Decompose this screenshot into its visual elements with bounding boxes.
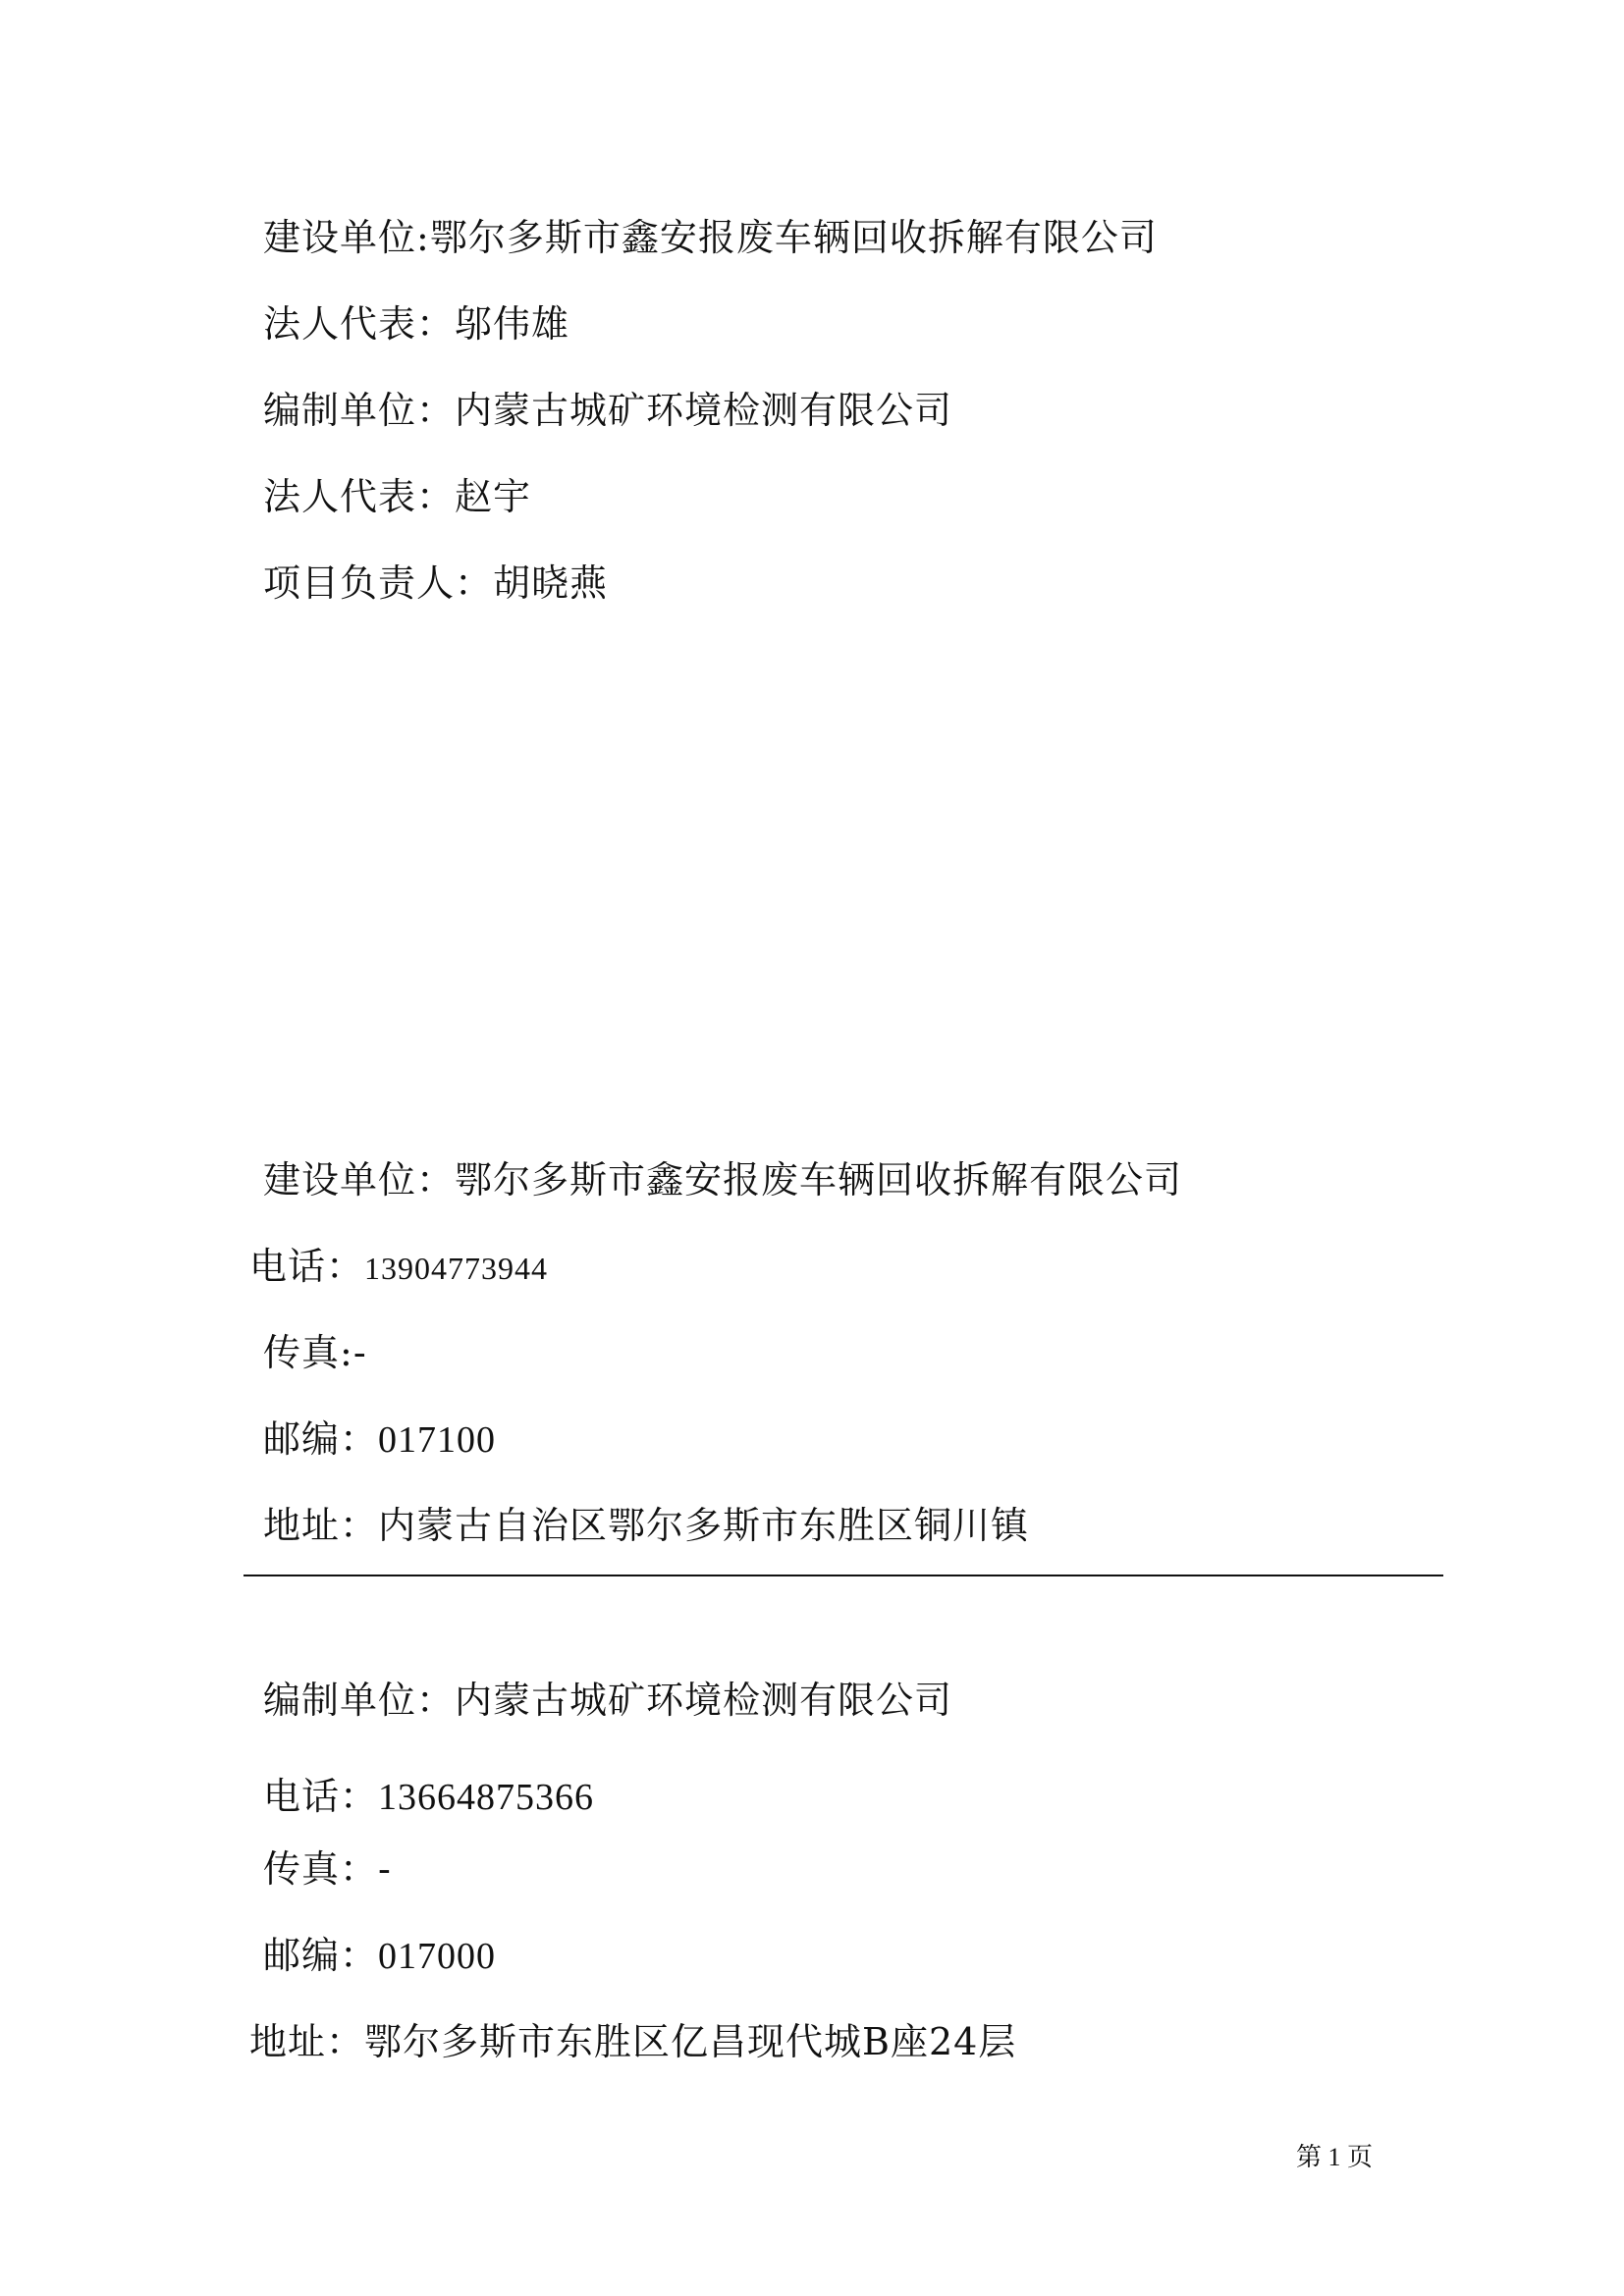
builder-address-label: 地址： <box>263 1504 379 1547</box>
builder-phone-line <box>249 1243 548 1292</box>
project-lead-label: 项目负责人： <box>263 561 494 605</box>
compiler-phone-line <box>263 1773 594 1821</box>
compiler-unit-line <box>263 387 952 434</box>
builder-postcode-value: 017100 <box>378 1419 497 1461</box>
compiler-address-line <box>249 2018 1016 2065</box>
builder-contact-unit-line <box>263 1156 1182 1203</box>
compiler-phone-label: 电话： <box>263 1775 379 1818</box>
builder-unit-line <box>263 214 1158 261</box>
builder-rep-line <box>263 300 569 347</box>
compiler-address-label: 地址： <box>249 2020 365 2063</box>
builder-address-line <box>263 1502 1029 1549</box>
section-divider <box>244 1575 1443 1576</box>
builder-unit-value: 鄂尔多斯市鑫安报废车辆回收拆解有限公司 <box>429 216 1158 259</box>
builder-phone-value: 13904773944 <box>364 1251 549 1286</box>
builder-fax-line <box>263 1329 367 1376</box>
compiler-fax-label: 传真： <box>263 1847 379 1891</box>
builder-fax-label: 传真: <box>263 1331 353 1374</box>
builder-postcode-label: 邮编： <box>263 1417 379 1461</box>
builder-fax-value: - <box>352 1331 367 1374</box>
compiler-fax-value: - <box>378 1847 392 1891</box>
compiler-unit-value: 内蒙古城矿环境检测有限公司 <box>455 389 953 432</box>
project-lead-line <box>263 560 608 607</box>
compiler-phone-value: 13664875366 <box>378 1777 595 1818</box>
compiler-postcode-line <box>263 1932 496 1980</box>
compiler-rep-line <box>263 473 531 520</box>
compiler-contact-unit-label: 编制单位： <box>263 1679 456 1722</box>
builder-rep-label: 法人代表： <box>263 302 456 346</box>
compiler-postcode-value: 017000 <box>378 1936 497 1977</box>
compiler-contact-unit-line <box>263 1677 952 1724</box>
builder-address-value: 内蒙古自治区鄂尔多斯市东胜区铜川镇 <box>378 1504 1030 1547</box>
compiler-address-value: 鄂尔多斯市东胜区亿昌现代城B座24层 <box>364 2020 1017 2063</box>
page-number: 第 1 页 <box>1296 2143 1374 2171</box>
project-lead-value: 胡晓燕 <box>493 561 609 605</box>
builder-rep-value: 邬伟雄 <box>455 302 570 346</box>
compiler-postcode-label: 邮编： <box>263 1934 379 1977</box>
builder-contact-unit-label: 建设单位： <box>263 1158 456 1201</box>
compiler-contact-unit-value: 内蒙古城矿环境检测有限公司 <box>455 1679 953 1722</box>
builder-contact-unit-value: 鄂尔多斯市鑫安报废车辆回收拆解有限公司 <box>455 1158 1183 1201</box>
builder-postcode-line <box>263 1415 496 1464</box>
builder-unit-label: 建设单位: <box>263 216 430 259</box>
compiler-rep-value: 赵宇 <box>455 475 532 518</box>
compiler-fax-line <box>263 1845 392 1893</box>
compiler-unit-label: 编制单位： <box>263 389 456 432</box>
builder-phone-label: 电话： <box>249 1245 365 1288</box>
compiler-rep-label: 法人代表： <box>263 475 456 518</box>
